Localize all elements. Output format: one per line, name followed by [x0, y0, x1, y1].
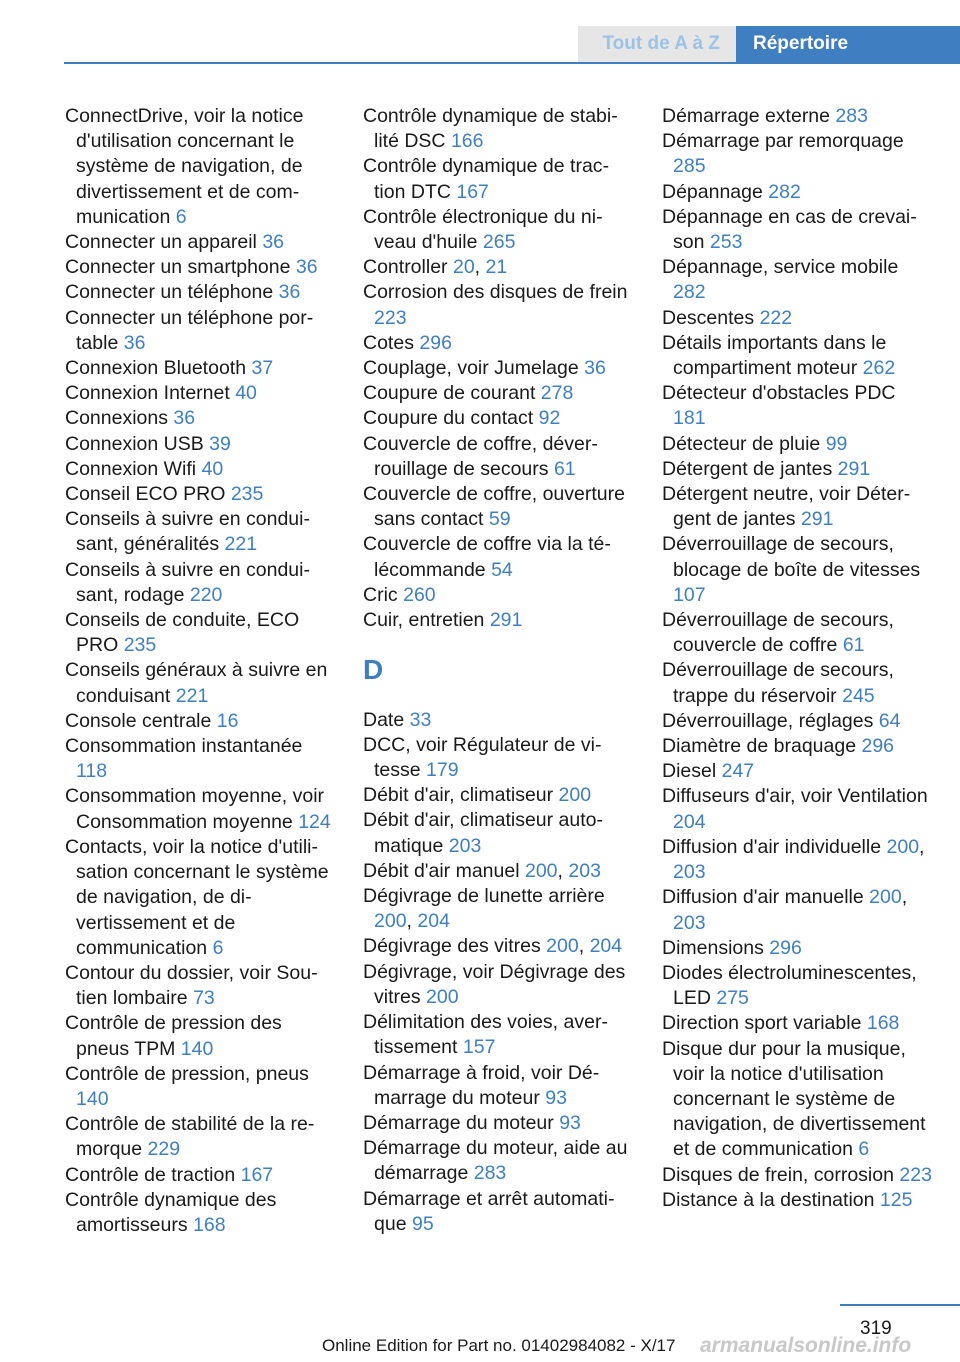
index-entry	[662, 936, 932, 961]
index-entry	[662, 532, 932, 608]
index-term: Dépannage en cas de crevaison	[662, 205, 917, 254]
index-term: Contrôle de traction	[65, 1163, 236, 1186]
index-term: Démarrage à froid, voir Démarrage du moteur	[363, 1061, 600, 1109]
page-link[interactable]: 262	[862, 357, 896, 380]
index-entry	[662, 205, 932, 255]
index-entry	[363, 783, 633, 808]
index-entry	[65, 406, 335, 431]
index-term: Couvercle de coffre, ouverture sans contact	[363, 483, 625, 531]
index-term: Diffusion d'air manuelle	[662, 886, 864, 909]
index-entry	[363, 432, 633, 482]
page-link[interactable]: 39	[209, 432, 231, 455]
index-entry	[662, 306, 932, 331]
index-entry	[662, 255, 932, 305]
index-entry	[662, 1037, 932, 1163]
page-link[interactable]: 36	[295, 256, 318, 279]
page-link[interactable]: 166	[450, 130, 484, 153]
index-entry	[662, 331, 932, 381]
page-link[interactable]: 61	[553, 457, 576, 480]
page-link[interactable]: 20	[452, 256, 475, 279]
page-link[interactable]: 282	[673, 281, 706, 304]
index-entry	[65, 608, 335, 658]
index-term: Descentes	[662, 306, 755, 329]
index-entry	[363, 154, 633, 204]
page-link[interactable]: 220	[189, 583, 223, 606]
index-entry	[662, 1011, 932, 1036]
index-entry	[662, 784, 932, 834]
index-entry	[363, 1010, 633, 1060]
index-term: Cric	[363, 583, 398, 606]
index-entry	[363, 708, 633, 733]
index-term: Dégivrage, voir Dégivrage des vitres	[363, 960, 626, 1008]
page-link[interactable]: 107	[673, 583, 706, 606]
index-entry: Diffusion d'air individuelle 200, 203	[662, 835, 925, 884]
page-link[interactable]: 36	[262, 231, 285, 254]
page-link[interactable]: 36	[123, 331, 146, 354]
page-link[interactable]: 61	[842, 634, 865, 657]
index-term: Déverrouillage de secours, couvercle de coffre	[662, 609, 894, 657]
index-entry	[65, 255, 335, 280]
index-entry	[363, 608, 633, 633]
index-entry	[363, 532, 633, 582]
index-term: Contrôle de pression des pneus TPM	[65, 1012, 282, 1060]
index-entry	[662, 180, 932, 205]
index-term: Date	[363, 708, 405, 731]
index-term: Diodes électroluminescentes, LED	[662, 961, 917, 1010]
index-entry	[363, 808, 633, 858]
index-entry	[363, 1136, 633, 1186]
index-term: Disque dur pour la musique, voir la notice d'utilisation concernant le système de navigation, de divertissement et de communication	[662, 1037, 926, 1161]
page-link[interactable]: 200	[374, 910, 407, 933]
page-link[interactable]: 200	[524, 859, 558, 882]
edition-note: Online Edition for Part no. 01402984082 - X/17	[322, 1336, 676, 1355]
index-term: Contrôle de stabilité de la remorque	[65, 1113, 315, 1161]
page-link[interactable]: 167	[240, 1163, 274, 1186]
index-column-1	[65, 104, 335, 1238]
page-header	[0, 26, 960, 64]
section-letter: D	[363, 654, 384, 686]
index-term: Consommation moyenne, voir Consommation moyenne	[65, 785, 325, 833]
page-link[interactable]: 282	[768, 180, 801, 203]
tab-repertoire[interactable]: Répertoire	[736, 26, 960, 62]
index-term: Contrôle dynamique des amortisseurs	[65, 1188, 277, 1236]
page-link[interactable]: 157	[462, 1036, 496, 1059]
index-term: Contrôle électronique du niveau d'huile	[363, 205, 603, 254]
index-term: Connecter un téléphone	[65, 281, 274, 304]
page-link[interactable]: 204	[417, 910, 450, 933]
page-link[interactable]: 73	[193, 987, 215, 1010]
page-link[interactable]: 179	[426, 759, 459, 782]
index-term: Connexions	[65, 407, 168, 430]
page-link[interactable]: 200	[546, 935, 579, 958]
index-term: Dégivrage de lunette arrière	[363, 885, 605, 908]
index-term: Diesel	[662, 760, 717, 783]
index-entry	[65, 558, 335, 608]
index-entry	[363, 104, 633, 154]
index-term: Conseils généraux à suivre en conduisant	[65, 659, 328, 707]
index-term: Coupure du contact	[363, 407, 534, 430]
index-entry	[662, 658, 932, 708]
index-entry	[65, 1188, 335, 1238]
index-entry	[363, 583, 633, 608]
index-term: Cotes	[363, 331, 414, 354]
index-term: Déverrouillage de secours, blocage de boîte de vitesses	[662, 533, 921, 581]
index-term: Débit d'air, climatiseur	[363, 784, 554, 807]
index-entry	[65, 381, 335, 406]
index-term: Conseil ECO PRO	[65, 483, 226, 506]
index-term: Contrôle dynamique de traction DTC	[363, 155, 610, 203]
page-link[interactable]: 167	[456, 180, 489, 203]
index-term: Débit d'air manuel	[363, 859, 520, 882]
page-link[interactable]: 203	[568, 859, 601, 882]
index-entry	[65, 482, 335, 507]
index-entry	[662, 961, 932, 1011]
index-column-3	[662, 104, 932, 1213]
index-term: Démarrage et arrêt automatique	[363, 1187, 615, 1235]
index-term: Contacts, voir la notice d'utilisation concernant le système de navigation, de divertissement et de communication	[65, 835, 329, 959]
index-entry	[65, 1112, 335, 1162]
index-entry	[363, 356, 633, 381]
page-link[interactable]: 278	[540, 382, 574, 405]
index-term: Couvercle de coffre, déverrouillage de secours	[363, 432, 598, 480]
page-link[interactable]: 36	[278, 281, 301, 304]
page-link[interactable]: 253	[709, 231, 743, 254]
page-link[interactable]: 37	[251, 357, 274, 380]
index-term: Détergent de jantes	[662, 457, 833, 480]
index-term: Connecter un téléphone portable	[65, 306, 314, 354]
index-entry	[65, 1062, 335, 1112]
index-entry: Débit d'air manuel 200, 203	[363, 859, 601, 882]
index-term: Diffusion d'air individuelle	[662, 835, 882, 858]
page-link[interactable]: 6	[858, 1138, 870, 1161]
index-entry	[65, 1163, 335, 1188]
index-term: Détergent neutre, voir Détergent de jantes	[662, 483, 911, 531]
page-link[interactable]: 54	[491, 558, 513, 581]
tab-section[interactable]: Tout de A à Z	[578, 26, 736, 62]
page-link[interactable]: 285	[673, 155, 706, 178]
index-term: Connexion Wifi	[65, 457, 197, 480]
index-entry	[65, 432, 335, 457]
index-entry	[65, 104, 335, 230]
index-term: Contour du dossier, voir Soutien lombaire	[65, 961, 318, 1010]
index-term: Consommation instantanée	[65, 735, 303, 758]
page-link[interactable]: 168	[193, 1213, 226, 1236]
index-entry	[662, 608, 932, 658]
page-link[interactable]: 223	[899, 1163, 932, 1186]
page-link[interactable]: 40	[201, 457, 224, 480]
page-link[interactable]: 6	[212, 936, 224, 959]
page-link[interactable]: 247	[721, 760, 755, 783]
index-term: Diffuseurs d'air, voir Ventilation	[662, 785, 928, 808]
index-term: Connexion Internet	[65, 382, 230, 405]
index-term: Distance à la destination	[662, 1188, 875, 1211]
page-link[interactable]: 245	[842, 684, 875, 707]
index-term: Disques de frein, corrosion	[662, 1163, 894, 1186]
page-link[interactable]: 200	[558, 784, 592, 807]
index-entry	[662, 734, 932, 759]
index-term: Coupure de courant	[363, 382, 536, 405]
index-entry	[662, 759, 932, 784]
page-link[interactable]: 6	[175, 205, 187, 228]
index-term: Dimensions	[662, 936, 764, 959]
index-term: Déverrouillage, réglages	[662, 709, 874, 732]
index-term: ConnectDrive, voir la notice d'utilisation concernant le système de navigation, de divertissement et de communication	[65, 105, 304, 228]
index-term: Démarrage externe	[662, 105, 830, 127]
page-link[interactable]: 291	[800, 508, 834, 531]
index-term: Conseils à suivre en conduisant, rodage	[65, 558, 310, 606]
index-term: Connecter un appareil	[65, 231, 257, 254]
index-entry	[65, 658, 335, 708]
index-entry	[65, 356, 335, 381]
index-entry	[363, 381, 633, 406]
index-term: Dégivrage des vitres	[363, 935, 541, 958]
page-link[interactable]: 296	[419, 331, 452, 354]
page-number: 319	[860, 1318, 892, 1339]
index-entry	[363, 1187, 633, 1237]
page-link[interactable]: 203	[673, 911, 706, 934]
page-link[interactable]: 229	[147, 1138, 181, 1161]
page-link[interactable]: 99	[825, 432, 848, 455]
footer-divider	[840, 1304, 960, 1306]
page-link[interactable]: 95	[411, 1212, 434, 1235]
index-term: Connexion USB	[65, 432, 204, 455]
index-entry	[363, 482, 633, 532]
page-link[interactable]: 291	[837, 457, 871, 480]
index-term: Contrôle de pression, pneus	[65, 1062, 309, 1085]
index-entry	[662, 457, 932, 482]
page-link[interactable]: 222	[759, 306, 793, 329]
index-entry	[65, 457, 335, 482]
page-link[interactable]: 235	[123, 634, 157, 657]
page-link[interactable]: 283	[473, 1162, 507, 1185]
page-link[interactable]: 291	[489, 609, 523, 632]
index-term: Dépannage, service mobile	[662, 256, 899, 279]
index-term: Cuir, entretien	[363, 609, 485, 632]
index-entry	[65, 734, 335, 784]
index-entry	[662, 1188, 932, 1213]
page-link[interactable]: 200	[869, 886, 902, 909]
page-link[interactable]: 124	[298, 810, 331, 833]
index-entry	[363, 331, 633, 356]
index-term: Controller	[363, 256, 448, 279]
index-entry: Dégivrage de lunette arrière 200, 204	[363, 885, 605, 933]
page-link[interactable]: 200	[886, 835, 920, 858]
index-entry	[363, 733, 633, 783]
watermark-logo: armanualsonline.info	[700, 1334, 912, 1357]
page-link[interactable]: 283	[835, 105, 868, 127]
index-entry	[65, 507, 335, 557]
index-entry: Dégivrage des vitres 200, 204	[363, 935, 623, 958]
page-link[interactable]: 36	[173, 407, 196, 430]
index-term: Connexion Bluetooth	[65, 357, 247, 380]
page-link[interactable]: 93	[545, 1086, 567, 1109]
index-entry	[363, 406, 633, 431]
index-term: Déverrouillage de secours, trappe du réservoir	[662, 659, 894, 707]
page-link[interactable]: 296	[861, 735, 895, 758]
page-link[interactable]: 296	[769, 936, 802, 959]
index-term: Direction sport variable	[662, 1012, 862, 1035]
index-entry	[662, 1163, 932, 1188]
index-entry	[662, 104, 932, 129]
index-term: Démarrage par remorquage	[662, 130, 904, 153]
index-entry: Diffusion d'air manuelle 200, 203	[662, 886, 908, 934]
page-link[interactable]: 204	[673, 810, 706, 833]
index-term: Contrôle dynamique de stabilité DSC	[363, 105, 618, 153]
index-term: Couvercle de coffre via la télécommande	[363, 533, 611, 581]
index-entry	[65, 835, 335, 961]
page-link[interactable]: 260	[403, 583, 436, 606]
page-link[interactable]: 59	[488, 508, 511, 531]
index-term: Console centrale	[65, 709, 212, 732]
page-link[interactable]: 140	[76, 1087, 109, 1110]
page-link[interactable]: 223	[374, 306, 407, 329]
index-entry	[662, 482, 932, 532]
index-term: Délimitation des voies, avertissement	[363, 1011, 608, 1059]
page-link[interactable]: 235	[230, 483, 264, 506]
page-link[interactable]: 33	[409, 708, 432, 731]
page-link[interactable]: 64	[878, 709, 901, 732]
page-link[interactable]: 125	[879, 1188, 913, 1211]
index-term: Détecteur d'obstacles PDC	[662, 382, 896, 405]
page-link[interactable]: 221	[175, 684, 209, 707]
page-link[interactable]: 265	[482, 231, 516, 254]
page-link[interactable]: 275	[716, 987, 749, 1010]
page-link[interactable]: 203	[448, 834, 482, 857]
page-link[interactable]: 181	[673, 407, 706, 430]
index-term: Couplage, voir Jumelage	[363, 357, 579, 380]
page-link[interactable]: 40	[235, 382, 257, 405]
index-term: Diamètre de braquage	[662, 735, 857, 758]
index-term: DCC, voir Régulateur de vitesse	[363, 733, 602, 782]
index-entry	[363, 280, 633, 330]
index-entry	[363, 205, 633, 255]
page-link[interactable]: 92	[538, 407, 561, 430]
index-entry	[363, 960, 633, 1010]
index-term: Corrosion des disques de frein	[363, 281, 628, 304]
page-link[interactable]: 36	[584, 357, 606, 380]
page-link[interactable]: 118	[76, 760, 108, 783]
index-term: Démarrage du moteur	[363, 1111, 554, 1134]
index-term: Détails importants dans le compartiment moteur	[662, 331, 887, 380]
page-link[interactable]: 93	[559, 1111, 581, 1134]
page-link[interactable]: 16	[216, 709, 239, 732]
index-entry	[662, 709, 932, 734]
page-link[interactable]: 21	[485, 256, 508, 279]
index-entry	[662, 432, 932, 457]
index-term: Démarrage du moteur, aide au démarrage	[363, 1137, 628, 1185]
header-divider	[64, 62, 960, 64]
page-link[interactable]: 221	[224, 533, 258, 556]
index-entry	[65, 306, 335, 356]
index-entry	[65, 1011, 335, 1061]
index-term: Connecter un smartphone	[65, 256, 291, 279]
index-entry	[65, 280, 335, 305]
index-term: Débit d'air, climatiseur automatique	[363, 809, 603, 857]
index-entry	[662, 129, 932, 179]
index-entry	[363, 1111, 633, 1136]
page-link[interactable]: 203	[673, 861, 706, 884]
index-entry	[65, 709, 335, 734]
index-term: Conseils de conduite, ECO PRO	[65, 609, 300, 657]
index-entry	[363, 1061, 633, 1111]
page-link[interactable]: 140	[180, 1037, 214, 1060]
page-link[interactable]: 204	[589, 935, 623, 958]
index-entry	[65, 784, 335, 834]
index-entry	[65, 230, 335, 255]
index-term: Détecteur de pluie	[662, 432, 821, 455]
index-entry	[662, 381, 932, 431]
index-entry: Controller 20, 21	[363, 256, 508, 279]
index-term: Dépannage	[662, 180, 763, 203]
index-term: Conseils à suivre en conduisant, généralités	[65, 508, 310, 556]
page-link[interactable]: 200	[426, 985, 459, 1008]
index-column-2	[363, 104, 633, 1237]
index-entry	[65, 961, 335, 1011]
page-link[interactable]: 168	[866, 1012, 900, 1035]
